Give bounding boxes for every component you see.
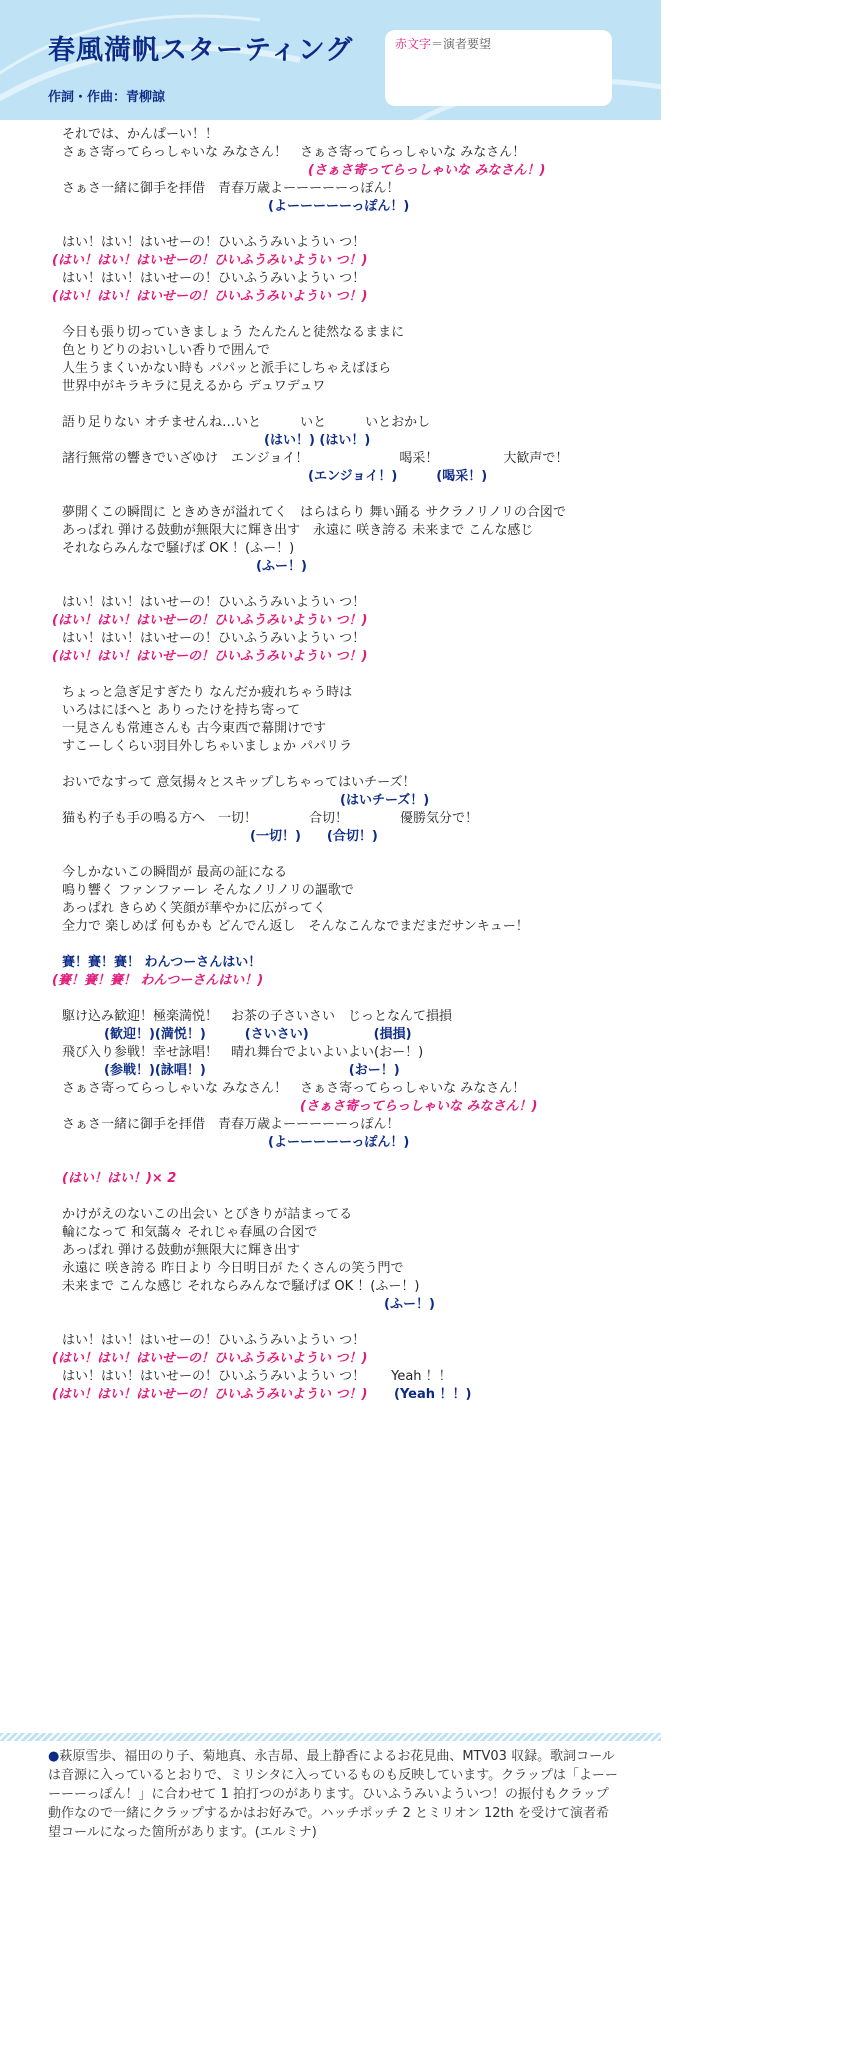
lyric-line: 全力で 楽しめば 何もかも どんでん返し そんなこんなでまだまだサンキュー！ xyxy=(62,919,529,934)
lyric-line: 猫も杓子も手の鳴る方へ 一切！ 合切！ 優勝気分で！ xyxy=(62,811,479,826)
lyric-line: 世界中がキラキラに見えるから デュワデュワ xyxy=(62,379,326,394)
lyric-call-yeah: (Yeah ！！) xyxy=(394,1387,472,1402)
footer-divider xyxy=(0,1733,661,1741)
lyric-line: (賽！賽！賽！ わんつーさんはい！) xyxy=(52,973,264,988)
lyric-line: あっぱれ 弾ける鼓動が無限大に輝き出す xyxy=(62,1243,301,1258)
lyric-line: さぁさ寄ってらっしゃいな みなさん！ さぁさ寄ってらっしゃいな みなさん！ xyxy=(62,1081,526,1096)
lyric-line: 飛び入り参戦！幸せ詠唱！ 晴れ舞台でよいよいよい(おー！) xyxy=(62,1045,424,1060)
lyric-line: ちょっと急ぎ足すぎたり なんだか疲れちゃう時は xyxy=(62,685,353,700)
lyric-line: それでは、かんぱーい！！ xyxy=(62,127,219,142)
lyric-line: 色とりどりのおいしい香りで囲んで xyxy=(62,343,271,358)
lyric-line: (はい！はい！はいせーの！ひいふうみいようい つ！) xyxy=(52,613,368,628)
footer-note-text: 萩原雪歩、福田のり子、菊地真、永吉昴、最上静香によるお花見曲、MTV03 収録。歌詞コールは音源に入っているとおりで、ミリシタに入っているものも反映しています。クラップは「よーーーーーっぽん！」に合わせて 1 拍打つのがあります。ひいふうみいよういつ！の振付もクラップ動作なので一緒にクラップするかはお好みで。ハッチポッチ 2 とミリオン 12th を受けて演者希望コールになった箇所があります。(エルミナ) xyxy=(48,1749,618,1840)
lyric-line: (はいチーズ！) xyxy=(340,793,430,808)
lyric-line: (よーーーーーっぽん！) xyxy=(268,199,410,214)
song-credits: 作詞・作曲：青柳諒 xyxy=(48,90,166,105)
lyric-line: 今日も張り切っていきましょう たんたんと徒然なるままに xyxy=(62,325,405,340)
lyric-line: 鳴り響く ファンファーレ そんなノリノリの謳歌で xyxy=(62,883,354,898)
legend-box xyxy=(385,30,612,106)
legend-description: ＝演者要望 xyxy=(431,37,492,51)
footer xyxy=(0,1741,661,2055)
lyric-line: (ふー！) xyxy=(384,1297,435,1312)
song-title: 春風満帆スターティング xyxy=(48,35,354,66)
footer-note xyxy=(48,1747,618,1842)
lyric-line: (はい！はい！はいせーの！ひいふうみいようい つ！) xyxy=(52,649,368,664)
lyric-line: あっぱれ きらめく笑顔が華やかに広がってく xyxy=(62,901,327,916)
lyric-line: 未来まで こんな感じ それならみんなで騒げば OK ！(ふー！) xyxy=(62,1279,420,1294)
lyric-line: (さぁさ寄ってらっしゃいな みなさん！) xyxy=(308,163,546,178)
lyric-line: (一切！) (合切！) xyxy=(250,829,378,844)
lyric-line: (エンジョイ！) (喝采！) xyxy=(308,469,488,484)
lyric-line: かけがえのないこの出会い とびきりが詰まってる xyxy=(62,1207,353,1222)
lyric-line: (はい！はい！)× 2 xyxy=(62,1171,177,1186)
legend-text xyxy=(395,35,491,52)
lyric-line: いろはにほへと ありったけを持ち寄って xyxy=(62,703,301,718)
lyric-line: 輪になって 和気藹々 それじゃ春風の合図で xyxy=(62,1225,318,1240)
lyric-line: 人生うまくいかない時も パパッと派手にしちゃえばほら xyxy=(62,361,392,376)
legend-red-label: 赤文字 xyxy=(395,37,432,51)
lyric-line: はい！はい！はいせーの！ひいふうみいようい つ！ xyxy=(62,235,366,250)
lyric-line: 諸行無常の響きでいざゆけ エンジョイ！ 喝采！ 大歓声で！ xyxy=(62,451,569,466)
lyric-line: さぁさ寄ってらっしゃいな みなさん！ さぁさ寄ってらっしゃいな みなさん！ xyxy=(62,145,526,160)
lyric-line: 永遠に 咲き誇る 昨日より 今日明日が たくさんの笑う門で xyxy=(62,1261,404,1276)
lyric-line: 語り足りない オチませんね…いと いと いとおかし xyxy=(62,415,431,430)
lyric-line: (よーーーーーっぽん！) xyxy=(268,1135,410,1150)
lyric-line: はい！はい！はいせーの！ひいふうみいようい つ！ xyxy=(62,595,366,610)
lyric-line: それならみんなで騒げば OK ！(ふー！) xyxy=(62,541,295,556)
lyric-line: 今しかないこの瞬間が 最高の証になる xyxy=(62,865,288,880)
lyric-line: 夢開くこの瞬間に ときめきが溢れてく はらはらり 舞い踊る サクラノリノリの合図で xyxy=(62,505,566,520)
header-band xyxy=(0,0,661,120)
lyric-line: (歓迎！)(満悦！) (さいさい) (損損) xyxy=(104,1027,412,1042)
lyric-line: (はい！はい！はいせーの！ひいふうみいようい つ！) xyxy=(52,289,368,304)
lyric-line: (はい！) (はい！) xyxy=(264,433,371,448)
lyric-line: はい！はい！はいせーの！ひいふうみいようい つ！ xyxy=(62,1333,366,1348)
footer-bullet: ● xyxy=(48,1749,60,1764)
lyric-line: すこーしくらい羽目外しちゃいましょか パパリラ xyxy=(62,739,353,754)
lyric-line: (参戦！)(詠唱！) (おー！) xyxy=(104,1063,400,1078)
lyric-line: (はい！はい！はいせーの！ひいふうみいようい つ！) xyxy=(52,1387,368,1402)
lyric-line: あっぱれ 弾ける鼓動が無限大に輝き出す 永遠に 咲き誇る 未来まで こんな感じ xyxy=(62,523,534,538)
lyric-line: はい！はい！はいせーの！ひいふうみいようい つ！ xyxy=(62,631,366,646)
lyric-line: はい！はい！はいせーの！ひいふうみいようい つ！ Yeah ！！ xyxy=(62,1369,452,1384)
lyric-line: 一見さんも常連さんも 古今東西で幕開けです xyxy=(62,721,327,736)
lyric-line: おいでなすって 意気揚々とスキップしちゃってはいチーズ！ xyxy=(62,775,416,790)
lyric-line: (さぁさ寄ってらっしゃいな みなさん！) xyxy=(300,1099,538,1114)
lyric-line: (ふー！) xyxy=(256,559,307,574)
lyric-line: さぁさ一緒に御手を拝借 青春万歳よーーーーーっぽん！ xyxy=(62,1117,400,1132)
lyric-line: (はい！はい！はいせーの！ひいふうみいようい つ！) xyxy=(52,253,368,268)
lyric-line: 駆け込み歓迎！極楽満悦！ お茶の子さいさい じっとなんて損損 xyxy=(62,1009,453,1024)
lyric-line: さぁさ一緒に御手を拝借 青春万歳よーーーーーっぽん！ xyxy=(62,181,400,196)
lyric-line: 賽！賽！賽！ わんつーさんはい！ xyxy=(62,955,262,970)
lyric-line: (はい！はい！はいせーの！ひいふうみいようい つ！) xyxy=(52,1351,368,1366)
lyric-line: はい！はい！はいせーの！ひいふうみいようい つ！ xyxy=(62,271,366,286)
